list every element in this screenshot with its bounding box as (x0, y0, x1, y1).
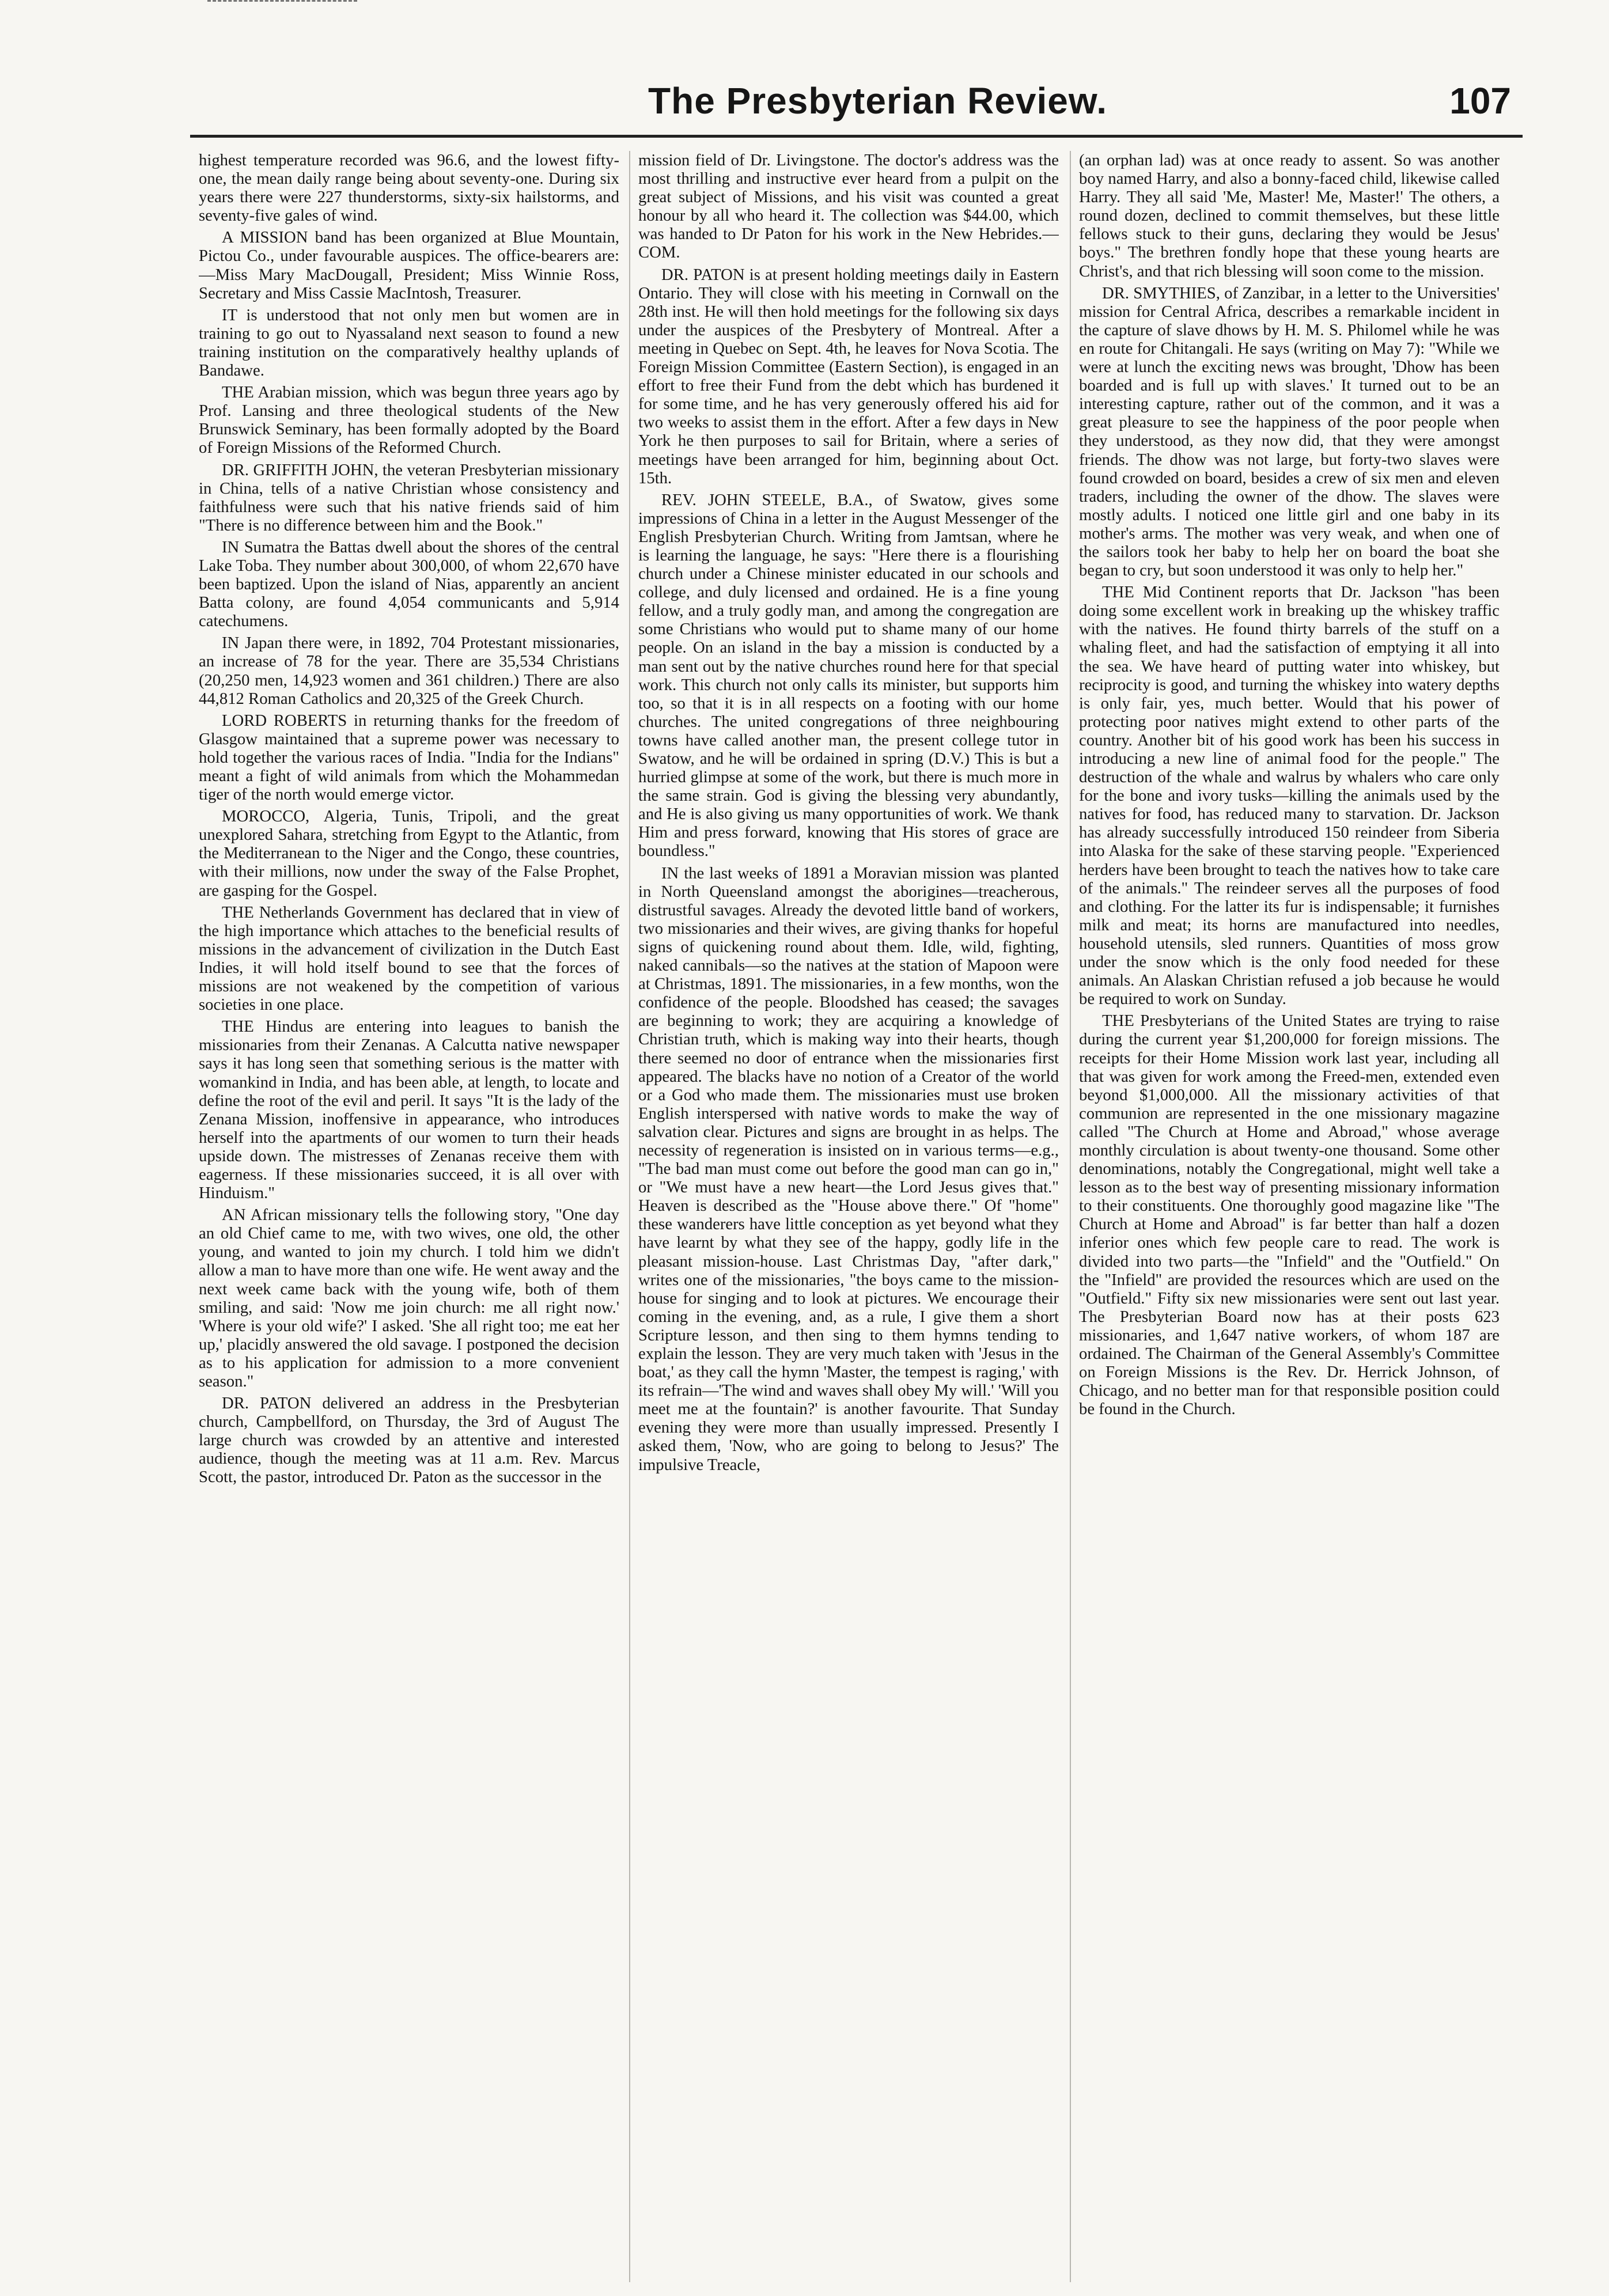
paragraph: MOROCCO, Algeria, Tunis, Tripoli, and the great unexplored Sahara, stretching from Egypt to the Atlantic, from the Mediterranean to the Niger and the Congo, these countries, with their millions, now under the sway of the False Prophet, are gasping for the Gospel. (199, 807, 619, 900)
paragraph: DR. PATON is at present holding meetings daily in Eastern Ontario. They will close with his meeting in Cornwall on the 28th inst. He will then hold meetings for the following six days under the auspices of the Presbytery of Montreal. After a meeting in Quebec on Sept. 4th, he leaves for Nova Scotia. The Foreign Mission Committee (Eastern Section), is engaged in an effort to free their Fund from the debt which has burdened it for some time, and he has very generously offered his aid for two weeks to assist them in the effort. After a few days in New York he then purposes to sail for Britain, where a series of meetings have been arranged for him, beginning about Oct. 15th. (638, 265, 1059, 487)
paragraph: IN Sumatra the Battas dwell about the shores of the central Lake Toba. They number about 300,000, of whom 22,670 have been baptized. Upon the island of Nias, apparently an ancient Batta colony, are found 4,054 communicants and 5,914 catechumens. (199, 537, 619, 631)
paragraph: IT is understood that not only men but women are in training to go out to Nyassaland next season to found a new training institution on the comparatively healthy uplands of Bandawe. (199, 305, 619, 380)
torn-edge-mark (207, 0, 357, 5)
paragraph: IN Japan there were, in 1892, 704 Protestant missionaries, an increase of 78 for the year. There are 35,534 Christians (20,250 men, 14,923 women and 361 children.) There are also 44,812 Roman Catholics and 20,325 of the Greek Church. (199, 634, 619, 708)
column-2 (638, 151, 1059, 2294)
page-header (190, 79, 1523, 138)
column-rule-1 (629, 151, 630, 2282)
paragraph: highest temperature recorded was 96.6, and the lowest fifty-one, the mean daily range being about seventy-one. During six years there were 227 thunderstorms, sixty-six hailstorms, and seventy-five gales of wind. (199, 151, 619, 225)
column-1 (199, 151, 619, 2294)
paragraph: DR. SMYTHIES, of Zanzibar, in a letter to the Universities' mission for Central Africa, describes a remarkable incident in the capture of slave dhows by H. M. S. Philomel while he was en route for Chitangali. He says (writing on May 7): "While we were at lunch the exciting news was brought, 'Dhow has been boarded and is full up with slaves.' It turned out to be an interesting capture, rather out of the common, and it was a great pleasure to see the happiness of the poor people when they understood, as they now did, that they were amongst friends. The dhow was not large, but forty-two slaves were found crowded on board, besides a crew of six men and eleven traders, including the owner of the dhow. The slaves were mostly adults. I noticed one little girl and one baby in its mother's arms. The mother was very weak, and when one of the sailors took her baby to help her on board the boat she began to cry, but soon understood it was only to help her." (1079, 283, 1500, 580)
paragraph: mission field of Dr. Livingstone. The doctor's address was the most thrilling and instructive ever heard from a pulpit on the great subject of Missions, and his visit was counted a great honour by all who heard it. The collection was $44.00, which was handed to Dr Paton for his work in the New Hebrides.—COM. (638, 151, 1059, 262)
paragraph: DR. GRIFFITH JOHN, the veteran Presbyterian missionary in China, tells of a native Christian whose consistency and faithfulness were such that his native friends said of him "There is no difference between him and the Book." (199, 460, 619, 535)
paragraph: THE Presbyterians of the United States are trying to raise during the current year $1,200,000 for foreign missions. The receipts for their Home Mission work last year, including all that was given for work among the Freed-men, extended even beyond $1,000,000. All the missionary activities of that communion are represented in the one missionary magazine called "The Church at Home and Abroad," whose average monthly circulation is about twenty-one thousand. Some other denominations, notably the Congregational, might well take a lesson as to the best way of presenting missionary information to their constituents. One thoroughly good magazine like "The Church at Home and Abroad" is far better than half a dozen inferior ones which few people care to read. The work is divided into two parts—the "Infield" and the "Outfield." On the "Infield" are provided the resources which are used on the "Outfield." Fifty six new missionaries were sent out last year. The Presbyterian Board now has at their posts 623 missionaries, and 1,647 native workers, of whom 187 are ordained. The Chairman of the General Assembly's Committee on Foreign Missions is the Rev. Dr. Herrick Johnson, of Chicago, and no better man for that responsible position could be found in the Church. (1079, 1011, 1500, 1419)
paragraph: IN the last weeks of 1891 a Moravian mission was planted in North Queensland amongst the aborigines—treacherous, distrustful savages. Already the devoted little band of workers, two missionaries and their wives, are giving thanks for hopeful signs of quickening round about them. Idle, wild, fighting, naked cannibals—so the natives at the station of Mapoon were at Christmas, 1891. The missionaries, in a few months, won the confidence of the people. Bloodshed has ceased; the savages are beginning to work; they are acquiring a knowledge of Christian truth, which is making way into their hearts, though there seemed no door of entrance when the missionaries first appeared. The blacks have no notion of a Creator of the world or a God who made them. The missionaries must use broken English interspersed with native words to make the way of salvation clear. Pictures and signs are brought in as helps. The necessity of regeneration is insisted on in various terms—e.g., "The bad man must come out before the good man can go in," or "We must have a new heart—the Lord Jesus gives that." Heaven is described as the "House above there." Of "home" these wanderers have little conception as yet beyond what they have learnt by what they see of the happy, godly life in the pleasant mission-house. Last Christmas Day, "after dark," writes one of the missionaries, "the boys came to the mission-house for singing and to look at pictures. We encourage their coming in the evening, and, as a rule, I give them a short Scripture lesson, and then sing to them hymns tending to explain the lesson. They are very much taken with 'Jesus in the boat,' as they call the hymn 'Master, the tempest is raging,' with its refrain—'The wind and waves shall obey My will.' 'Will you meet me at the fountain?' is another favourite. That Sunday evening they were more than usually impressed. Presently I asked them, 'Now, who are going to belong to Jesus?' The impulsive Treacle, (638, 863, 1059, 1474)
paragraph: A MISSION band has been organized at Blue Mountain, Pictou Co., under favourable auspices. The office-bearers are:—Miss Mary MacDougall, President; Miss Winnie Ross, Secretary and Miss Cassie MacIntosh, Treasurer. (199, 228, 619, 302)
paragraph: REV. JOHN STEELE, B.A., of Swatow, gives some impressions of China in a letter in the August Messenger of the English Presbyterian Church. Writing from Jamtsan, where he is learning the language, he says: "Here there is a flourishing church under a Chinese minister educated in our schools and college, and duly licensed and ordained. He is a fine young fellow, and a truly godly man, and among the congregation are some Christians who would put to shame many of our home people. On an island in the bay a mission is conducted by a man sent out by the native churches round here for that special work. This church not only calls its minister, but supports him too, so that it is in all respects on a footing with our home churches. The united congregations of three neighbouring towns have called another man, the present college tutor in Swatow, and he will be ordained in spring (D.V.) This is but a hurried glimpse at some of the work, but there is much more in the same strain. God is giving the blessing very abundantly, and He is also giving us many opportunities of work. We thank Him and press forward, knowing that His stores of grace are boundless." (638, 490, 1059, 861)
paragraph: (an orphan lad) was at once ready to assent. So was another boy named Harry, and also a bonny-faced child, likewise called Harry. They all said 'Me, Master! Me, Master!' The others, a round dozen, declined to commit themselves, but these little fellows stuck to their guns, declaring they would be Jesus' boys." The brethren fondly hope that these young hearts are Christ's, and that rich blessing will soon come to the mission. (1079, 151, 1500, 281)
paragraph: THE Arabian mission, which was begun three years ago by Prof. Lansing and three theological students of the New Brunswick Seminary, has been formally adopted by the Board of Foreign Missions of the Reformed Church. (199, 383, 619, 457)
column-3 (1079, 151, 1500, 2294)
paragraph: AN African missionary tells the following story, "One day an old Chief came to me, with two wives, one old, the other young, and wanted to join my church. I told him we didn't allow a man to have more than one wife. He went away and the next week came back with the young wife, both of them smiling, and said: 'Now me join church: me all right now.' 'Where is your old wife?' I asked. 'She all right too; me eat her up,' placidly answered the old savage. I postponed the decision as to his application for admission to a more convenient season." (199, 1206, 619, 1391)
journal-title: The Presbyterian Review. (648, 80, 1108, 122)
paragraph: LORD ROBERTS in returning thanks for the freedom of Glasgow maintained that a supreme power was necessary to hold together the various races of India. "India for the Indians" meant a fight of wild animals from which the Mohammedan tiger of the north would emerge victor. (199, 711, 619, 804)
paragraph: THE Netherlands Government has declared that in view of the high importance which attaches to the beneficial results of missions in the advancement of civilization in the Dutch East Indies, it will hold itself bound to see that the forces of missions are not weakened by the competition of various societies in one place. (199, 903, 619, 1014)
paragraph: DR. PATON delivered an address in the Presbyterian church, Campbellford, on Thursday, the 3rd of August The large church was crowded by an attentive and interested audience, though the meeting was at 11 a.m. Rev. Marcus Scott, the pastor, introduced Dr. Paton as the successor in the (199, 1394, 619, 1487)
page-number: 107 (1449, 80, 1511, 122)
paragraph: THE Hindus are entering into leagues to banish the missionaries from their Zenanas. A Calcutta native newspaper says it has long seen that something serious is the matter with womankind in India, and has been able, at length, to locate and define the root of the evil and peril. It says "It is the lady of the Zenana Mission, inoffensive in appearance, who introduces herself into the apartments of our women to turn their heads upside down. The mistresses of Zenanas receive them with eagerness. If these missionaries succeed, it is all over with Hinduism." (199, 1017, 619, 1203)
paragraph: THE Mid Continent reports that Dr. Jackson "has been doing some excellent work in breaking up the whiskey traffic with the natives. He found thirty barrels of the stuff on a whaling fleet, and had the satisfaction of emptying it all into the sea. We have heard of putting water into whiskey, but reciprocity is good, and turning the whiskey into watery depths is only fair, yes, much better. Would that his power of protecting poor natives might extend to other parts of the country. Another bit of his good work has been his success in introducing a new line of animal food for the people." The destruction of the whale and walrus by whalers who care only for the bone and ivory tusks—killing the animals used by the natives for food, has reduced many to starvation. Dr. Jackson has already successfully introduced 150 reindeer from Siberia into Alaska for the sake of these starving people. "Experienced herders have been brought to teach the natives how to take care of the animals." The reindeer serves all the purposes of food and clothing. For the latter its fur is indispensable; it furnishes milk and meat; its horns are manufactured into needles, household utensils, sled runners. Quantities of moss grow under the snow which is the only food needed for these animals. An Alaskan Christian refused a job because he would be required to work on Sunday. (1079, 583, 1500, 1009)
column-rule-2 (1070, 151, 1071, 2282)
